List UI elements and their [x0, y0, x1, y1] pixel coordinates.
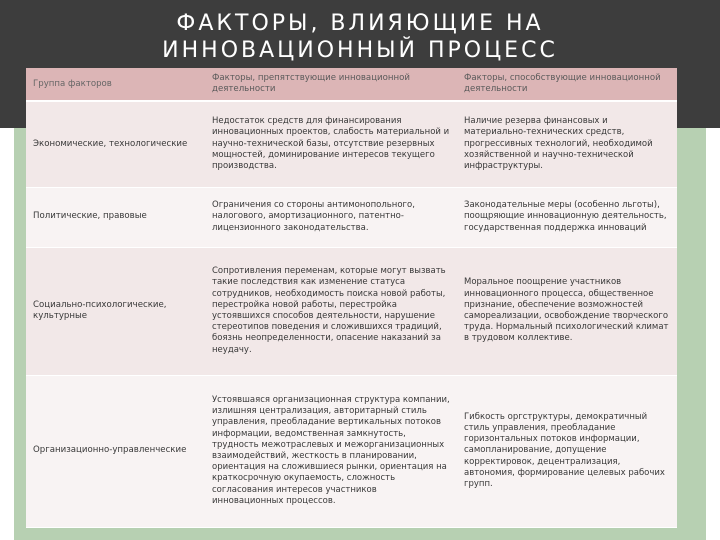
header-group: Группа факторов	[26, 68, 205, 101]
row-supporting: Гибкость оргструктуры, демократичный стиль управления, преобладание горизонтальных потоков информации, самопланирование, допущение корректировок, децентрализация, автономия, формирование целевых рабочих групп.	[457, 375, 677, 527]
table-header-row	[26, 68, 677, 101]
row-supporting: Законодательные меры (особенно льготы), поощряющие инновационную деятельность, государственная поддержка инноваций	[457, 187, 677, 247]
table-row	[26, 247, 677, 375]
header-supporting: Факторы, способствующие инновационной деятельности	[457, 68, 677, 101]
row-supporting: Наличие резерва финансовых и материально-технических средств, прогрессивных технологий, необходимой хозяйственной и научно-технической инфраструктуры.	[457, 101, 677, 187]
table-row	[26, 101, 677, 187]
row-group: Организационно-управленческие	[26, 375, 205, 527]
row-hindering: Ограничения со стороны антимонопольного, налогового, амортизационного, патентно-лицензионного законодательства.	[205, 187, 457, 247]
row-group: Социально-психологические, культурные	[26, 247, 205, 375]
row-hindering: Устоявшаяся организационная структура компании, излишняя централизация, авторитарный стиль управления, преобладание вертикальных потоков информации, ведомственная замкнутость, трудность межотраслевых и межорганизационных взаимодействий, жесткость в планировании, ориентация на сложившиеся рынки, ориентация на краткосрочную окупаемость, сложность согласования интересов участников инновационных процессов.	[205, 375, 457, 527]
header-hindering: Факторы, препятствующие инновационной деятельности	[205, 68, 457, 101]
row-hindering: Недостаток средств для финансирования инновационных проектов, слабость материальной и научно-технической базы, отсутствие резервных мощностей, доминирование интересов текущего производства.	[205, 101, 457, 187]
table-row	[26, 375, 677, 527]
row-supporting: Моральное поощрение участников инновационного процесса, общественное признание, обеспечение возможностей самореализации, освобождение творческого труда. Нормальный психологический климат в трудовом коллективе.	[457, 247, 677, 375]
row-hindering: Сопротивления переменам, которые могут вызвать такие последствия как изменение статуса сотрудников, необходимость поиска новой работы, перестройка новой работы, перестройка устоявшихся способов деятельности, нарушение стереотипов поведения и сложившихся традиций, боязнь неопределенности, опасение наказаний за неудачу.	[205, 247, 457, 375]
slide-title: ФАКТОРЫ, ВЛИЯЮЩИЕ НА ИННОВАЦИОННЫЙ ПРОЦЕСС	[162, 11, 558, 63]
table-row	[26, 187, 677, 247]
row-group: Политические, правовые	[26, 187, 205, 247]
factors-table	[26, 68, 677, 528]
row-group: Экономические, технологические	[26, 101, 205, 187]
